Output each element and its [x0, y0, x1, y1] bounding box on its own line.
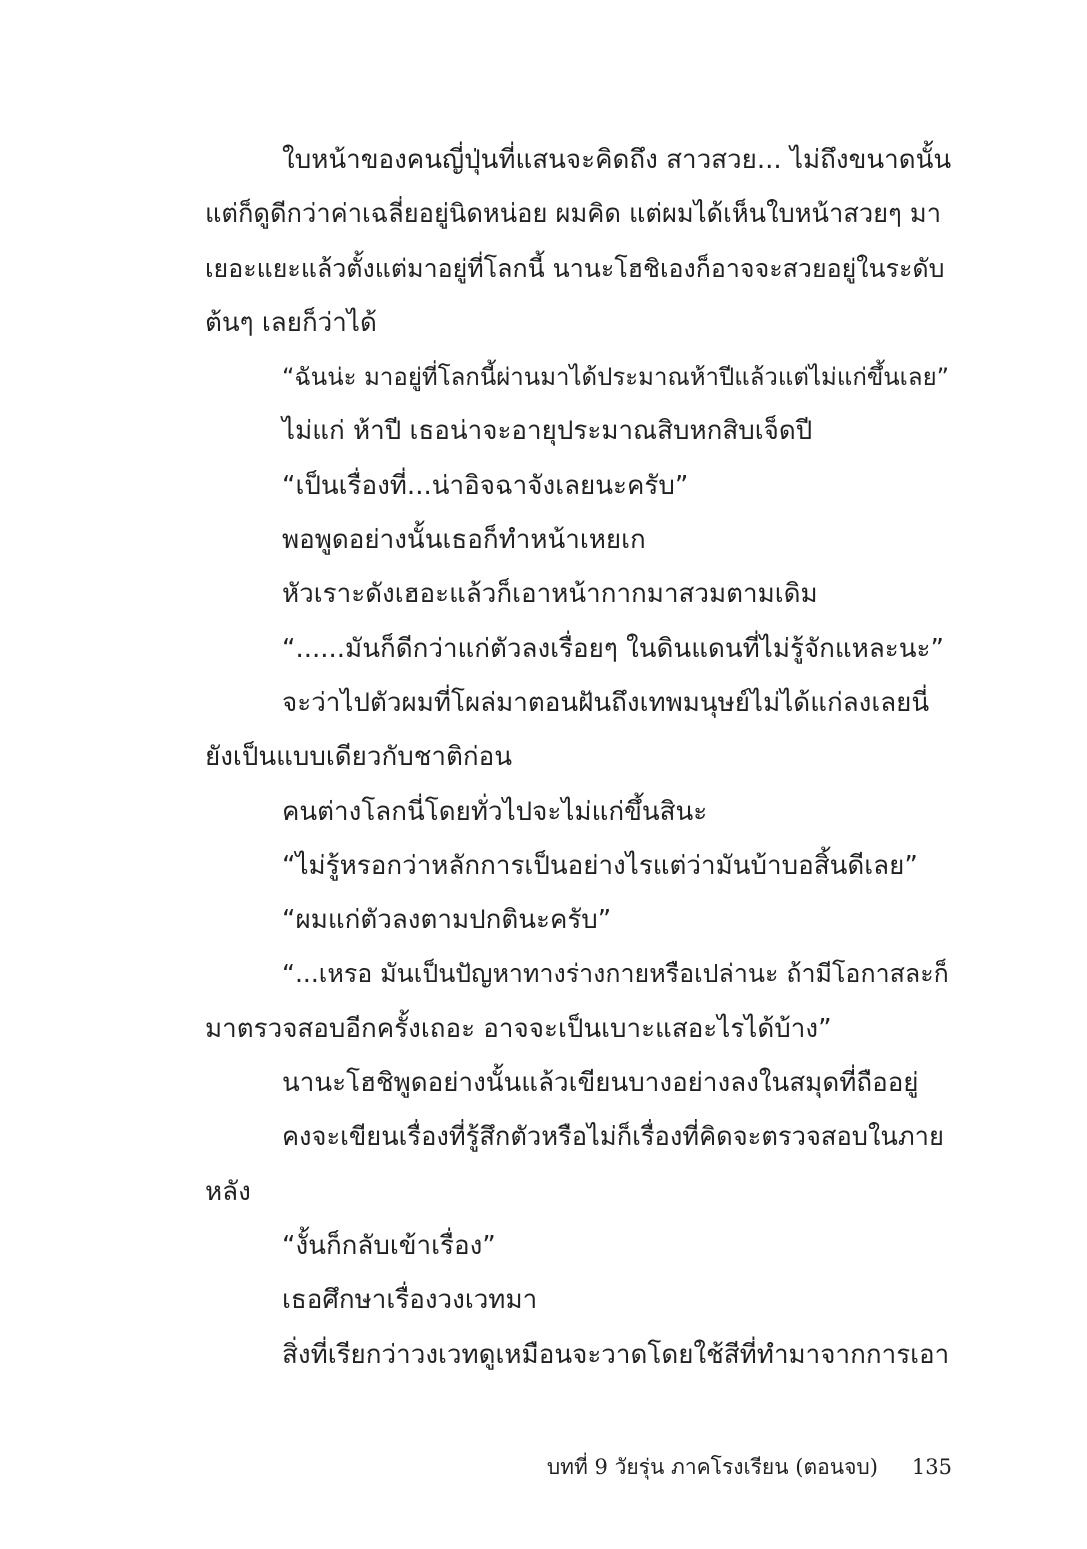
text-line: “งั้นก็กลับเข้าเรื่อง”: [282, 1230, 496, 1261]
text-line: เยอะแยะแล้วตั้งแต่มาอยู่ที่โลกนี้ นานะโฮชิเองก็อาจจะสวยอยู่ในระดับ: [205, 253, 945, 283]
text-line: จะว่าไปตัวผมที่โผล่มาตอนฝันถึงเทพมนุษย์ไม่ได้แก่ลงเลยนี่: [282, 687, 930, 718]
text-line: สิ่งที่เรียกว่าวงเวทดูเหมือนจะวาดโดยใช้สีที่ทำมาจากการเอา: [282, 1339, 950, 1370]
text-line: หัวเราะดังเฮอะแล้วก็เอาหน้ากากมาสวมตามเดิม: [282, 579, 818, 610]
text-line: “ผมแก่ตัวลงตามปกตินะครับ”: [282, 905, 612, 936]
text-line: ใบหน้าของคนญี่ปุ่นที่แสนจะคิดถึง สาวสวย... ไม่ถึงขนาดนั้น: [282, 145, 952, 175]
text-line: แต่ก็ดูดีกว่าค่าเฉลี่ยอยู่นิดหน่อย ผมคิด แต่ผมได้เห็นใบหน้าสวยๆ มา: [205, 199, 942, 230]
text-line: “ไม่รู้หรอกว่าหลักการเป็นอย่างไรแต่ว่ามันบ้าบอสิ้นดีเลย”: [282, 850, 918, 881]
text-line: “......มันก็ดีกว่าแก่ตัวลงเรื่อยๆ ในดินแดนที่ไม่รู้จักแหละนะ”: [282, 633, 944, 664]
text-line: ยังเป็นแบบเดียวกับชาติก่อน: [205, 742, 512, 773]
text-line: พอพูดอย่างนั้นเธอก็ทำหน้าเหยเก: [282, 525, 646, 556]
text-line: คนต่างโลกนี่โดยทั่วไปจะไม่แก่ขึ้นสินะ: [282, 796, 708, 827]
text-line: “...เหรอ มันเป็นปัญหาทางร่างกายหรือเปล่านะ ถ้ามีโอกาสละก็: [282, 959, 949, 989]
text-line: มาตรวจสอบอีกครั้งเถอะ อาจจะเป็นเบาะแสอะไรได้บ้าง”: [205, 1013, 832, 1044]
text-line: ไม่แก่ ห้าปี เธอน่าจะอายุประมาณสิบหกสิบเจ็ดปี: [282, 416, 813, 447]
text-line: ต้นๆ เลยก็ว่าได้: [205, 307, 377, 338]
page-footer: [547, 1447, 952, 1487]
text-line: “เป็นเรื่องที่...น่าอิจฉาจังเลยนะครับ”: [282, 470, 689, 501]
chapter-title: บทที่ 9 วัยรุ่น ภาคโรงเรียน (ตอนจบ): [546, 1455, 878, 1479]
text-line: นานะโฮชิพูดอย่างนั้นแล้วเขียนบางอย่างลงในสมุดที่ถืออยู่: [282, 1068, 919, 1099]
page-number: 135: [911, 1455, 952, 1479]
text-line: เธอศึกษาเรื่องวงเวทมา: [282, 1285, 538, 1316]
body-text: [205, 133, 952, 1382]
text-line: “ฉันน่ะ มาอยู่ที่โลกนี้ผ่านมาได้ประมาณห้าปีแล้วแต่ไม่แก่ขึ้นเลย”: [282, 363, 950, 392]
text-line: คงจะเขียนเรื่องที่รู้สึกตัวหรือไม่ก็เรื่องที่คิดจะตรวจสอบในภาย: [282, 1122, 944, 1153]
text-line: หลัง: [205, 1176, 251, 1207]
